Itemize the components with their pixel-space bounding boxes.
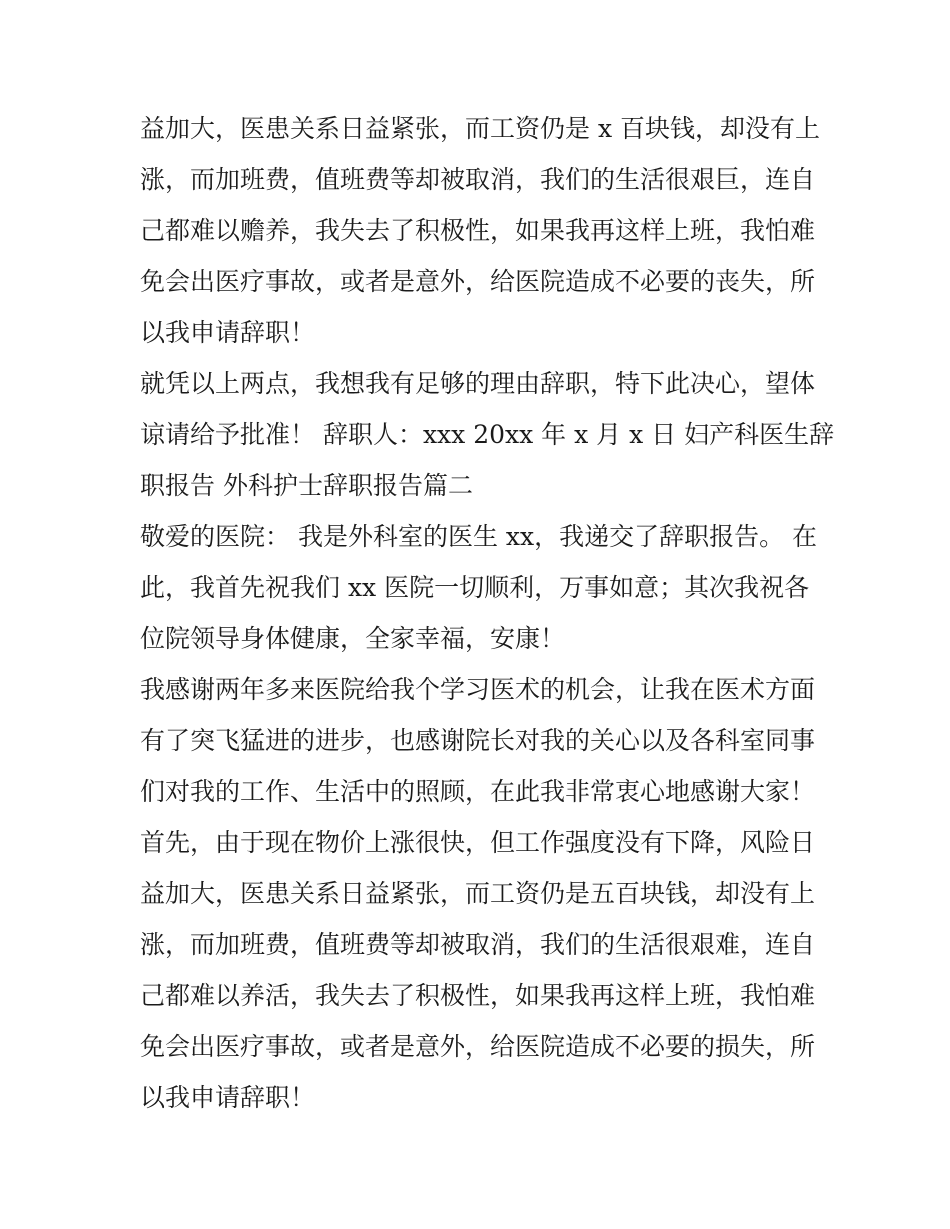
text-line: 们对我的工作、生活中的照顾，在此我非常衷心地感谢大家！ bbox=[140, 777, 816, 806]
text-line: 涨，而加班费，值班费等却被取消，我们的生活很艰巨，连自 bbox=[140, 165, 816, 194]
text-line: 敬爱的医院： 我是外科室的医生 xx，我递交了辞职报告。 在 bbox=[140, 522, 818, 551]
text-line: 职报告 外科护士辞职报告篇二 bbox=[140, 471, 473, 500]
text-line: 己都难以养活，我失去了积极性，如果我再这样上班，我怕难 bbox=[140, 981, 816, 1010]
text-line: 首先，由于现在物价上涨很快，但工作强度没有下降，风险日 bbox=[140, 828, 816, 857]
text-line: 益加大，医患关系日益紧张，而工资仍是 x 百块钱，却没有上 bbox=[140, 114, 820, 143]
text-line: 益加大，医患关系日益紧张，而工资仍是五百块钱，却没有上 bbox=[140, 879, 816, 908]
text-line: 我感谢两年多来医院给我个学习医术的机会，让我在医术方面 bbox=[140, 675, 816, 704]
text-line: 以我申请辞职！ bbox=[140, 318, 316, 347]
text-line: 免会出医疗事故，或者是意外，给医院造成不必要的损失，所 bbox=[140, 1032, 816, 1061]
document-body bbox=[140, 103, 835, 1123]
text-line: 涨，而加班费，值班费等却被取消，我们的生活很艰难，连自 bbox=[140, 930, 816, 959]
text-line: 以我申请辞职！ bbox=[140, 1083, 316, 1112]
text-line: 就凭以上两点，我想我有足够的理由辞职，特下此决心，望体 bbox=[140, 369, 816, 398]
text-line: 位院领导身体健康，全家幸福，安康！ bbox=[140, 624, 566, 653]
text-line: 己都难以赡养，我失去了积极性，如果我再这样上班，我怕难 bbox=[140, 216, 816, 245]
text-line: 谅请给予批准！ 辞职人：xxx 20xx 年 x 月 x 日 妇产科医生辞 bbox=[140, 420, 835, 449]
text-line: 免会出医疗事故，或者是意外，给医院造成不必要的丧失，所 bbox=[140, 267, 816, 296]
text-line: 有了突飞猛进的进步，也感谢院长对我的关心以及各科室同事 bbox=[140, 726, 816, 755]
text-line: 此，我首先祝我们 xx 医院一切顺利，万事如意；其次我祝各 bbox=[140, 573, 810, 602]
